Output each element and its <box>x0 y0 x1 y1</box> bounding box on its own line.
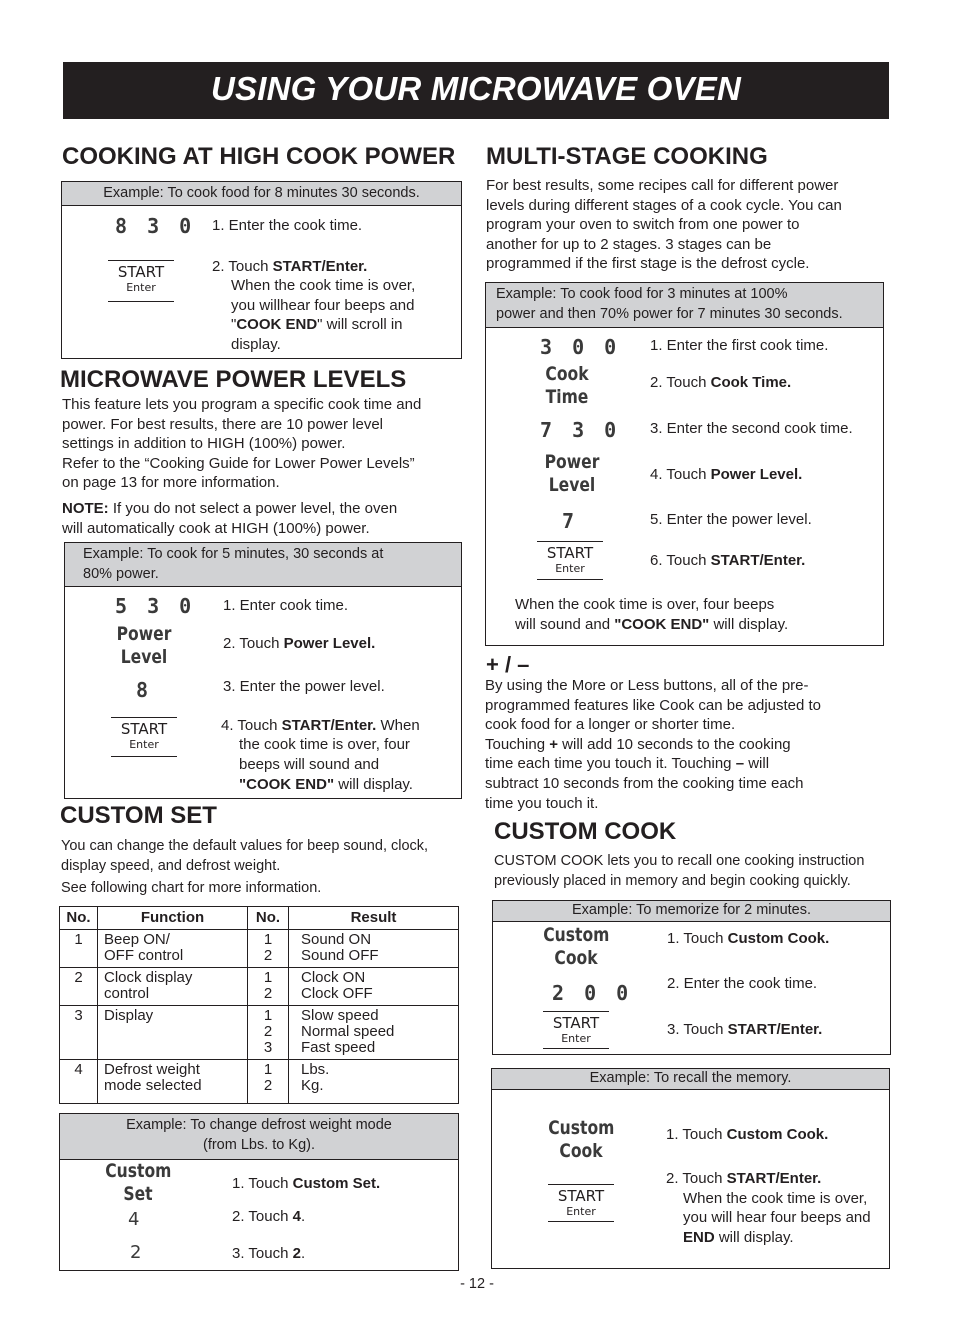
start-enter-key: START Enter <box>537 541 603 580</box>
power-levels-heading: MICROWAVE POWER LEVELS <box>60 366 407 393</box>
high-power-step-2-line: you willhear four beeps and <box>231 297 415 314</box>
custom-set-step-3: 3. Touch 2. <box>232 1245 306 1262</box>
start-enter-key: START Enter <box>108 260 174 302</box>
custom-cook-recall-step-2-line: END will display. <box>683 1229 794 1246</box>
custom-cook-key: Custom Cook <box>548 1117 615 1162</box>
multi-stage-intro: For best results, some recipes call for different power levels during different stages of a cook cycle. You can program your oven to switch from one power to another for up to 2 stages. 3 stages can be programmed if the first stage is the defrost cycle. <box>486 177 842 273</box>
custom-set-intro: You can change the default values for beep sound, clock, display speed, and defrost weight. See following chart for more information. <box>61 838 429 896</box>
high-power-heading: COOKING AT HIGH COOK POWER <box>62 143 456 170</box>
custom-cook-heading: CUSTOM COOK <box>494 818 677 845</box>
custom-cook-recall-step-2-line: you will hear four beeps and <box>683 1209 871 1226</box>
power-level-key: Power Level <box>116 623 172 668</box>
column-header: Result <box>289 907 459 930</box>
multi-stage-step-1: 1. Enter the first cook time. <box>650 337 829 354</box>
digit-4-key: 4 <box>128 1209 140 1230</box>
start-enter-key: START Enter <box>111 717 177 757</box>
custom-cook-recall-header: Example: To recall the memory. <box>492 1069 889 1090</box>
power-level-key: Power Level <box>544 451 600 496</box>
multi-stage-step-4: 4. Touch Power Level. <box>650 466 803 483</box>
custom-set-step-2: 2. Touch 4. <box>232 1208 306 1225</box>
high-power-step-2: 2. Touch START/Enter. <box>212 258 368 275</box>
multi-stage-step-3: 3. Enter the second cook time. <box>650 420 853 437</box>
power-levels-example-header: Example: To cook for 5 minutes, 30 seconds at 80% power. <box>65 543 461 587</box>
high-power-step-2-line: display. <box>231 336 281 353</box>
multi-stage-digits-1: 3 0 0 <box>540 335 621 359</box>
power-levels-digits: 5 3 0 <box>115 594 196 618</box>
custom-cook-memorize-step-3: 3. Touch START/Enter. <box>667 1021 823 1038</box>
start-enter-key: START Enter <box>548 1184 614 1222</box>
digit-2-key: 2 <box>130 1242 142 1263</box>
multi-stage-step-6: 6. Touch START/Enter. <box>650 552 806 569</box>
custom-set-table <box>59 906 459 1104</box>
custom-cook-memorize-step-1: 1. Touch Custom Cook. <box>667 930 830 947</box>
power-levels-step-4-line: the cook time is over, four <box>239 736 410 753</box>
custom-cook-intro: CUSTOM COOK lets you to recall one cooking instruction previously placed in memory and begin cooking quickly. <box>494 853 865 889</box>
power-level-digit: 7 <box>562 509 579 533</box>
custom-set-key: Custom Set <box>105 1160 172 1205</box>
multi-stage-step-2: 2. Touch Cook Time. <box>650 374 792 391</box>
custom-cook-recall-step-1: 1. Touch Custom Cook. <box>666 1126 829 1143</box>
table-row: 2 Clock display control 1 2 Clock ON Clock OFF <box>60 968 459 1006</box>
high-power-step-2-line: When the cook time is over, <box>231 277 416 294</box>
power-levels-step-4-line: beeps will sound and <box>239 756 380 773</box>
table-row: 1 Beep ON/ OFF control 1 2 Sound ON Sound OFF <box>60 930 459 968</box>
high-power-example-header: Example: To cook food for 8 minutes 30 seconds. <box>62 182 461 206</box>
power-levels-step-4-line: "COOK END" will display. <box>239 776 413 793</box>
column-header: No. <box>60 907 98 930</box>
multi-stage-digits-2: 7 3 0 <box>540 418 621 442</box>
power-levels-step-3: 3. Enter the power level. <box>223 678 385 695</box>
custom-set-example-header: Example: To change defrost weight mode (from Lbs. to Kg). <box>60 1114 458 1160</box>
custom-cook-recall-step-2-line: When the cook time is over, <box>683 1190 868 1207</box>
multi-stage-example-header: Example: To cook food for 3 minutes at 100% power and then 70% power for 7 minutes 30 seconds. <box>486 283 883 328</box>
start-enter-key: START Enter <box>543 1011 609 1049</box>
column-header: No. <box>248 907 289 930</box>
plus-minus-text: By using the More or Less buttons, all of the pre- programmed features like Cook can be adjusted to cook food for a longer or shorter time. Touching + will add 10 seconds to the cooking time each time you touch it. Touching – will subtract 10 seconds from the cooking time each time you touch it. <box>485 677 822 812</box>
title-banner <box>63 62 889 119</box>
power-levels-intro: This feature lets you program a specific cook time and power. For best results, there are 10 power level settings in addition to HIGH (100%) power. Refer to the “Cooking Guide for Lower Power Levels” on page 13 for more information. <box>62 396 422 492</box>
multi-stage-heading: MULTI-STAGE COOKING <box>486 143 768 170</box>
column-header: Function <box>98 907 248 930</box>
power-levels-note: NOTE: If you do not select a power level, the oven will automatically cook at HIGH (100%) power. <box>62 500 398 537</box>
custom-set-step-1: 1. Touch Custom Set. <box>232 1175 381 1192</box>
custom-cook-recall-step-2: 2. Touch START/Enter. <box>666 1170 822 1187</box>
high-power-digits: 8 3 0 <box>115 214 196 238</box>
power-levels-step-1: 1. Enter cook time. <box>223 597 349 614</box>
plus-minus-heading: + / – <box>486 652 530 677</box>
power-levels-step-4: 4. Touch START/Enter. When <box>221 717 420 734</box>
power-level-digit: 8 <box>136 678 153 702</box>
table-row: 3 Display 1 2 3 Slow speed Normal speed Fast speed <box>60 1006 459 1060</box>
high-power-step-2-line: "COOK END" will scroll in <box>231 316 403 333</box>
custom-cook-digits: 2 0 0 <box>552 981 633 1005</box>
custom-cook-key: Custom Cook <box>543 924 610 969</box>
custom-set-heading: CUSTOM SET <box>60 802 217 829</box>
multi-stage-end-note: When the cook time is over, four beeps will sound and "COOK END" will display. <box>515 596 789 633</box>
page-number: - 12 - <box>460 1276 494 1292</box>
custom-cook-memorize-step-2: 2. Enter the cook time. <box>667 975 818 992</box>
page-title: USING YOUR MICROWAVE OVEN <box>210 70 741 107</box>
power-levels-step-2: 2. Touch Power Level. <box>223 635 376 652</box>
multi-stage-step-5: 5. Enter the power level. <box>650 511 812 528</box>
cook-time-key: Cook Time <box>545 363 589 408</box>
table-row: 4 Defrost weight mode selected 1 2 Lbs. Kg. <box>60 1060 459 1104</box>
high-power-step-1: 1. Enter the cook time. <box>212 217 363 234</box>
custom-cook-memorize-header: Example: To memorize for 2 minutes. <box>493 901 890 922</box>
